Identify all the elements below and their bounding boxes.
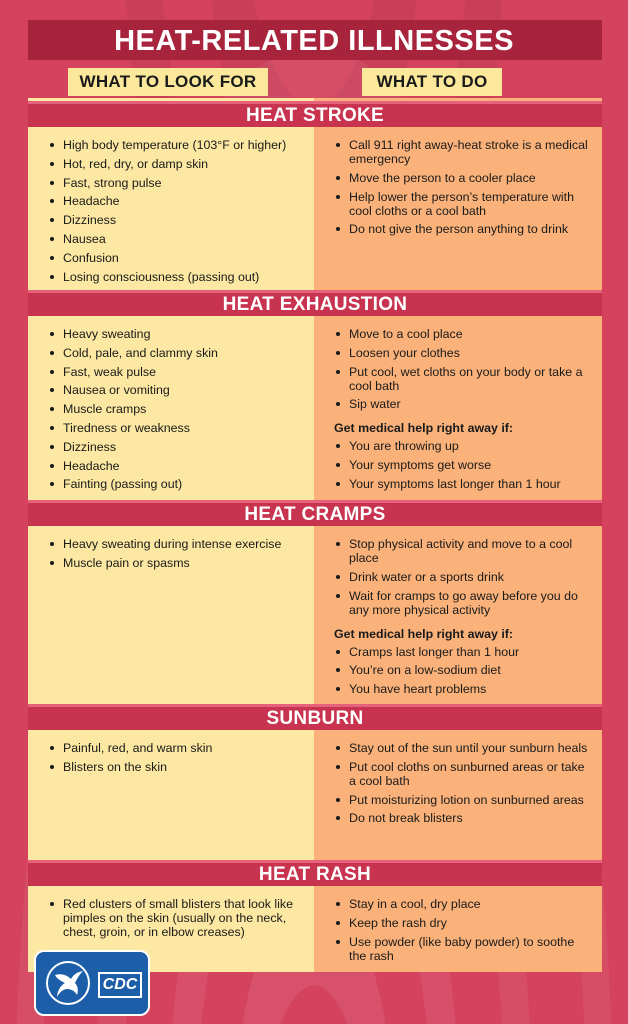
list-item: Red clusters of small blisters that look like pimples on the skin (usually on the neck, chest, groin, or in elbow creases) xyxy=(48,897,302,939)
list-item: Use powder (like baby powder) to soothe the rash xyxy=(334,935,588,963)
heat-exhaustion-actions xyxy=(334,327,588,496)
list-item: Stay out of the sun until your sunburn heals xyxy=(334,741,588,755)
list-item: Nausea xyxy=(48,232,302,246)
list-item: Fast, strong pulse xyxy=(48,176,302,190)
hhs-eagle-icon xyxy=(46,961,90,1005)
section-header-heat-rash: HEAT RASH xyxy=(28,860,602,886)
list-item: Put moisturizing lotion on sunburned areas xyxy=(334,793,588,807)
list-item: Drink water or a sports drink xyxy=(334,570,588,584)
list-item: Move the person to a cooler place xyxy=(334,171,588,185)
heat-rash-symptoms xyxy=(48,897,302,944)
list-item: Cramps last longer than 1 hour xyxy=(334,645,588,659)
section-header-heat-stroke: HEAT STROKE xyxy=(28,101,602,127)
list-item: You are throwing up xyxy=(334,439,588,453)
list-item: Dizziness xyxy=(48,213,302,227)
sunburn-symptoms xyxy=(48,741,302,779)
list-item: Hot, red, dry, or damp skin xyxy=(48,157,302,171)
list-item: Heavy sweating during intense exercise xyxy=(48,537,302,551)
list-item: Your symptoms last longer than 1 hour xyxy=(334,477,588,491)
cdc-logo-text: CDC xyxy=(98,972,142,998)
section-header-sunburn: SUNBURN xyxy=(28,704,602,730)
list-item: Muscle cramps xyxy=(48,402,302,416)
list-item: High body temperature (103°F or higher) xyxy=(48,138,302,152)
page-title: HEAT-RELATED ILLNESSES xyxy=(114,25,514,57)
heat-rash-actions xyxy=(334,897,588,967)
list-item: Headache xyxy=(48,194,302,208)
hhs-cdc-logo xyxy=(34,950,150,1016)
list-item: Fast, weak pulse xyxy=(48,365,302,379)
list-item: Put cool cloths on sunburned areas or take a cool bath xyxy=(334,760,588,788)
list-item: Dizziness xyxy=(48,440,302,454)
medical-help-label: Get medical help right away if: xyxy=(334,421,514,436)
list-item: Cold, pale, and clammy skin xyxy=(48,346,302,360)
list-item: Fainting (passing out) xyxy=(48,477,302,491)
heat-exhaustion-symptoms xyxy=(48,327,302,496)
list-item: Stop physical activity and move to a cool place xyxy=(334,537,588,565)
sunburn-actions xyxy=(334,741,588,830)
heat-stroke-actions xyxy=(334,138,588,241)
list-item: Do not give the person anything to drink xyxy=(334,222,588,236)
list-item: Stay in a cool, dry place xyxy=(334,897,588,911)
section-header-heat-exhaustion: HEAT EXHAUSTION xyxy=(28,290,602,316)
list-item: Loosen your clothes xyxy=(334,346,588,360)
list-item: Losing consciousness (passing out) xyxy=(48,270,302,284)
list-item: Muscle pain or spasms xyxy=(48,556,302,570)
list-item: Tiredness or weakness xyxy=(48,421,302,435)
list-item: Your symptoms get worse xyxy=(334,458,588,472)
list-item: Call 911 right away-heat stroke is a medical emergency xyxy=(334,138,588,166)
list-item: Headache xyxy=(48,459,302,473)
list-item: Help lower the person’s temperature with cool cloths or a cool bath xyxy=(334,190,588,218)
column-header-what-to-do: WHAT TO DO xyxy=(362,68,502,96)
heat-stroke-symptoms xyxy=(48,138,302,288)
list-item: You’re on a low-sodium diet xyxy=(334,663,588,677)
list-item: Move to a cool place xyxy=(334,327,588,341)
medical-help-label: Get medical help right away if: xyxy=(334,626,514,641)
column-header-look-for: WHAT TO LOOK FOR xyxy=(68,68,268,96)
heat-cramps-actions xyxy=(334,537,588,701)
list-item: Painful, red, and warm skin xyxy=(48,741,302,755)
list-item: Wait for cramps to go away before you do any more physical activity xyxy=(334,589,588,617)
list-item: Put cool, wet cloths on your body or take a cool bath xyxy=(334,365,588,393)
list-item: Keep the rash dry xyxy=(334,916,588,930)
heat-cramps-symptoms xyxy=(48,537,302,575)
content-panel xyxy=(28,98,602,972)
list-item: Confusion xyxy=(48,251,302,265)
list-item: Blisters on the skin xyxy=(48,760,302,774)
list-item: You have heart problems xyxy=(334,682,588,696)
list-item: Heavy sweating xyxy=(48,327,302,341)
list-item: Nausea or vomiting xyxy=(48,383,302,397)
section-header-heat-cramps: HEAT CRAMPS xyxy=(28,500,602,526)
list-item: Sip water xyxy=(334,397,588,411)
list-item: Do not break blisters xyxy=(334,811,588,825)
